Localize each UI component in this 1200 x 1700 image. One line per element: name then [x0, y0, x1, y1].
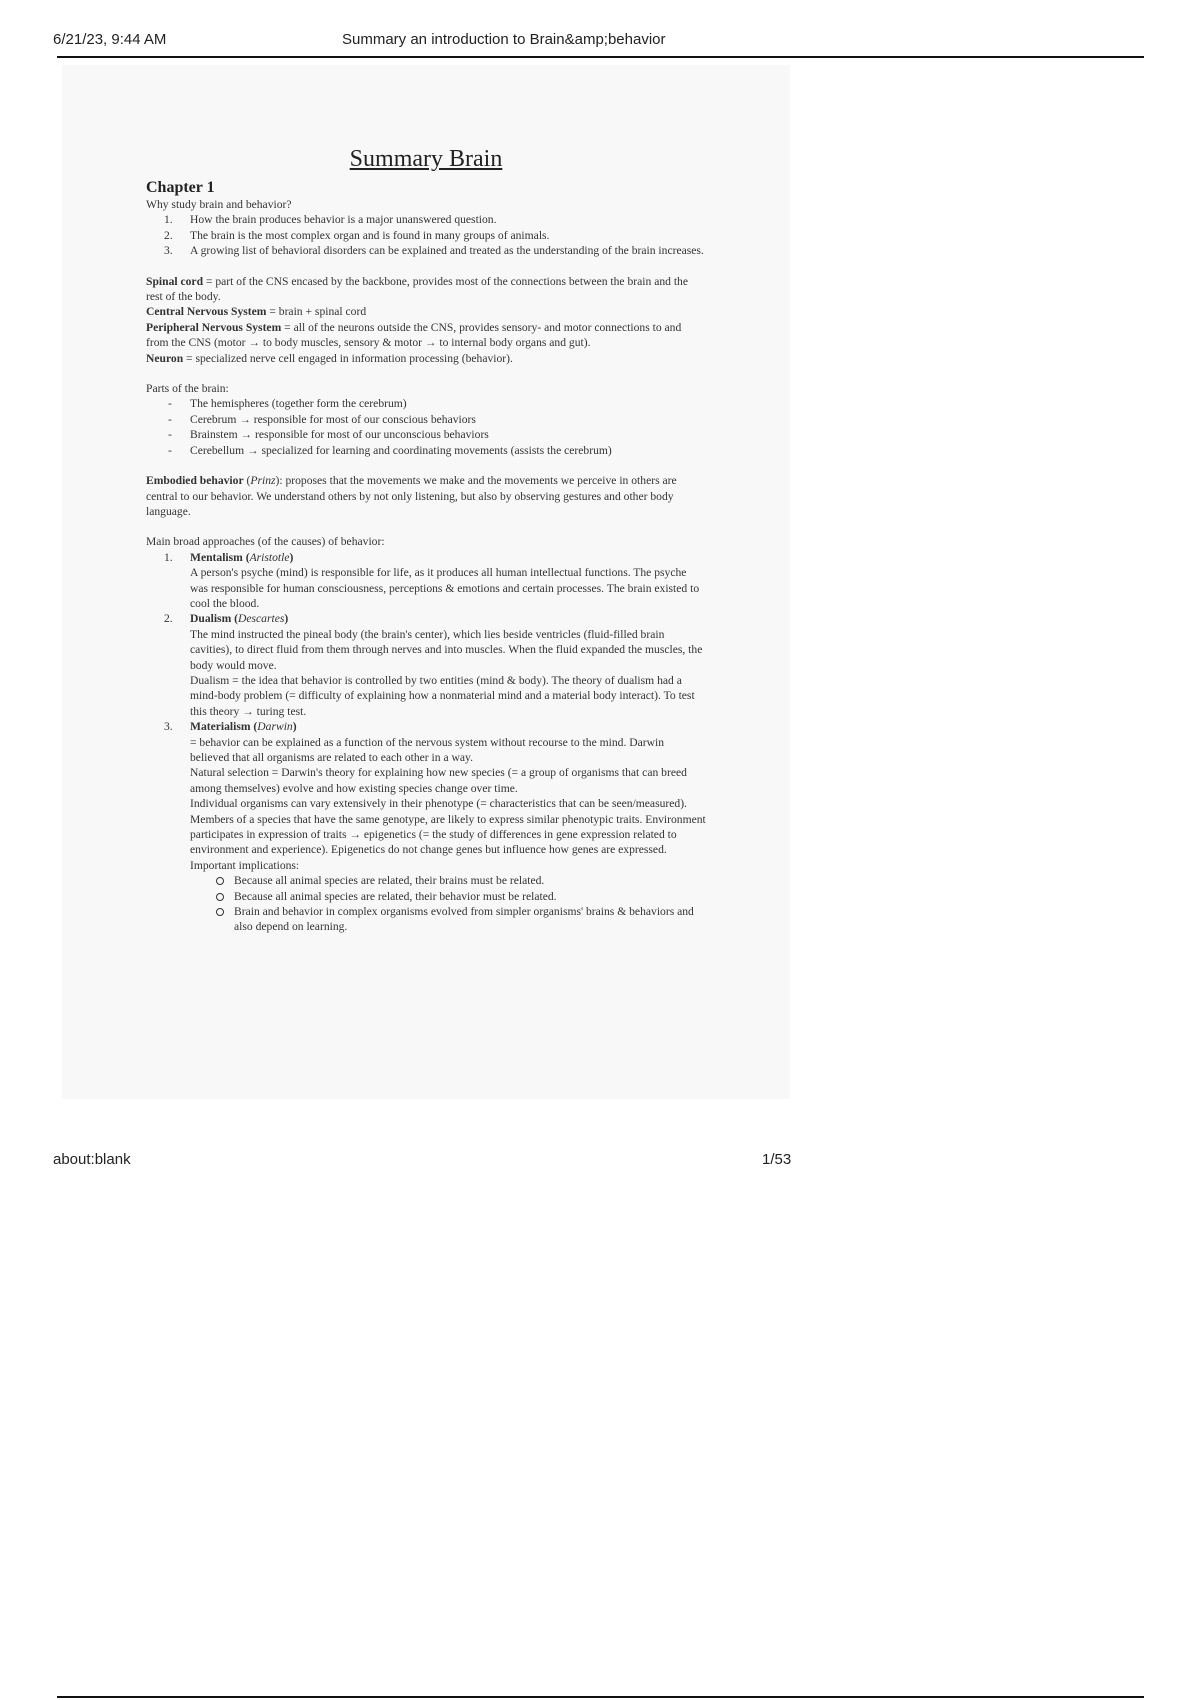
- definition-term: Spinal cord: [146, 274, 204, 288]
- approach-term: Materialism: [190, 720, 251, 734]
- definition-spinal-cord: [146, 274, 706, 305]
- list-item: [146, 889, 706, 904]
- list-item: [146, 443, 706, 458]
- list-item-text: Because all animal species are related, their brains must be related.: [234, 874, 545, 888]
- person-name: Descartes: [238, 612, 285, 626]
- footer-divider: [57, 1696, 1144, 1698]
- list-item-text: Because all animal species are related, their behavior must be related.: [234, 889, 557, 903]
- definition-pns: [146, 320, 706, 351]
- circle-bullet-icon: [216, 877, 224, 885]
- list-item: [146, 412, 706, 427]
- approaches-list: [146, 550, 706, 874]
- parts-list: [146, 396, 706, 458]
- circle-bullet-icon: [216, 893, 224, 901]
- definition-term: Peripheral Nervous System: [146, 320, 282, 334]
- approach-text: Natural selection = Darwin's theory for explaining how new species (= a group of organisms that can breed among themselves) evolve and how existing species change over time.: [190, 766, 687, 795]
- list-number: 3.: [164, 720, 173, 734]
- approach-dualism: [146, 611, 706, 719]
- paren-open: (: [250, 720, 258, 734]
- paren-close: ): [289, 550, 294, 564]
- definition-cns: [146, 304, 706, 319]
- approach-term: Mentalism: [190, 550, 243, 564]
- list-item: [146, 873, 706, 888]
- approach-text: A person's psyche (mind) is responsible for life, as it produces all human intellectual functions. The psyche was responsible for human consciousness, perceptions & emotions and certain processes. The brain existed to cool the blood.: [190, 566, 700, 610]
- list-item: [146, 396, 706, 411]
- list-item: [146, 243, 706, 258]
- definition-text: = brain + spinal cord: [266, 305, 367, 319]
- list-dash: -: [168, 397, 172, 411]
- list-number: 3.: [164, 244, 173, 258]
- list-number: 2.: [164, 228, 173, 242]
- paren-open: (: [243, 474, 251, 488]
- list-item-text: Cerebrum → responsible for most of our conscious behaviors: [190, 412, 476, 426]
- person-name: Prinz: [250, 474, 276, 488]
- implications-list: [146, 873, 706, 935]
- approach-text: Individual organisms can vary extensively in their phenotype (= characteristics that can be seen/measured). Members of a species that have the same genotype, are likely to express similar phenotypic traits. Environment participates in expression of traits → epigenetics (= the study of differences in gene expression related to environment and experience). Epigenetics do not change genes but influence how genes are expressed.: [190, 797, 706, 857]
- list-item-text: A growing list of behavioral disorders can be explained and treated as the understanding of the brain increases.: [190, 244, 704, 258]
- paren-open: (: [231, 612, 238, 626]
- definition-text: ): proposes that the movements we make and the movements we perceive in others are central to our behavior. We understand others by not only listening, but also by observing gestures and other body language.: [146, 474, 677, 518]
- document-body: [146, 145, 706, 935]
- list-number: 2.: [164, 612, 173, 626]
- list-item: [146, 228, 706, 243]
- list-item: [146, 904, 706, 935]
- definition-term: Neuron: [146, 351, 184, 365]
- why-list: [146, 212, 706, 258]
- list-dash: -: [168, 412, 172, 426]
- list-item: [146, 427, 706, 442]
- why-heading: Why study brain and behavior?: [146, 198, 292, 211]
- list-dash: -: [168, 428, 172, 442]
- list-dash: -: [168, 443, 172, 457]
- list-item-text: The hemispheres (together form the cerebrum): [190, 397, 407, 411]
- approach-mentalism: [146, 550, 706, 612]
- approach-materialism: [146, 719, 706, 873]
- list-item-text: Brain and behavior in complex organisms evolved from simpler organisms' brains & behaviors and also depend on learning.: [234, 905, 694, 934]
- list-item-text: The brain is the most complex organ and is found in many groups of animals.: [190, 228, 550, 242]
- approach-text: The mind instructed the pineal body (the brain's center), which lies beside ventricles (fluid-filled brain cavities), to direct fluid from them through nerves and into muscles. When the fluid expanded the muscles, the body would move.: [190, 627, 703, 672]
- list-item-text: How the brain produces behavior is a major unanswered question.: [190, 213, 497, 227]
- list-number: 1.: [164, 213, 173, 227]
- print-header: [0, 0, 1200, 60]
- circle-bullet-icon: [216, 908, 224, 916]
- approach-text: = behavior can be explained as a function of the nervous system without recourse to the mind. Darwin believed that all organisms are related to each other in a way.: [190, 735, 665, 764]
- implications-heading: Important implications:: [190, 858, 300, 872]
- list-item: [146, 212, 706, 227]
- approach-term: Dualism: [190, 612, 232, 626]
- definition-text: = part of the CNS encased by the backbone, provides most of the connections between the brain and the rest of the body.: [146, 274, 688, 304]
- paren-open: (: [242, 550, 250, 564]
- document-title: Summary Brain: [349, 146, 503, 172]
- list-item-text: Brainstem → responsible for most of our unconscious behaviors: [190, 428, 489, 442]
- parts-heading: Parts of the brain:: [146, 382, 229, 396]
- print-footer-page-number: 1/53: [762, 1151, 792, 1168]
- chapter-heading: Chapter 1: [146, 179, 215, 196]
- embodied-behavior-paragraph: [146, 473, 706, 519]
- definition-neuron: [146, 351, 706, 366]
- approach-text: Dualism = the idea that behavior is controlled by two entities (mind & body). The theory of dualism had a mind-body problem (= difficulty of explaining how a nonmaterial mind and a material body interact). To test this theory → turing test.: [190, 673, 695, 718]
- definition-term: Embodied behavior: [146, 474, 244, 488]
- list-item-text: Cerebellum → specialized for learning and coordinating movements (assists the cerebrum): [190, 443, 612, 457]
- definition-text: = specialized nerve cell engaged in information processing (behavior).: [183, 351, 513, 365]
- header-divider: [57, 56, 1144, 58]
- list-number: 1.: [164, 550, 173, 564]
- print-title: Summary an introduction to Brain&amp;behavior: [342, 31, 666, 48]
- definition-text: = all of the neurons outside the CNS, provides sensory- and motor connections to and from the CNS (motor → to body muscles, sensory & motor → to internal body organs and gut).: [146, 320, 682, 350]
- print-footer-url: about:blank: [53, 1151, 131, 1168]
- paren-close: ): [284, 612, 289, 626]
- person-name: Aristotle: [249, 550, 290, 564]
- paren-close: ): [292, 720, 297, 734]
- definition-term: Central Nervous System: [146, 305, 267, 319]
- person-name: Darwin: [257, 720, 293, 734]
- approaches-heading: Main broad approaches (of the causes) of behavior:: [146, 535, 385, 549]
- print-date: 6/21/23, 9:44 AM: [53, 31, 167, 48]
